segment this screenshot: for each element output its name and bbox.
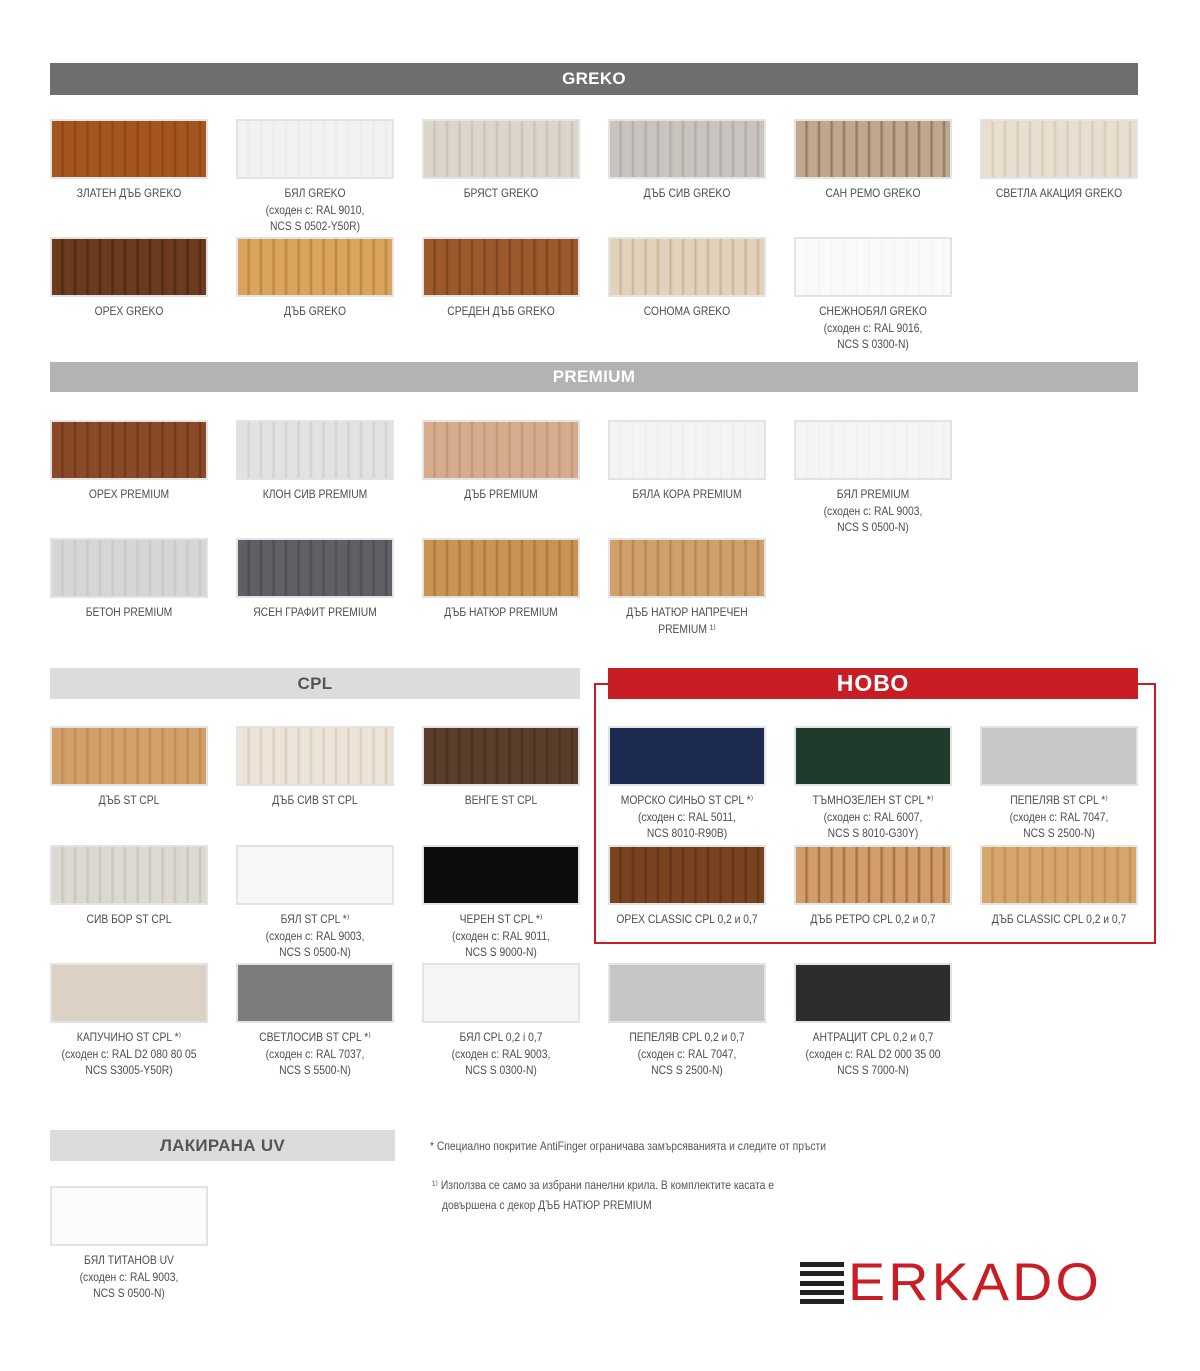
swatch-color	[236, 237, 394, 297]
swatch-item[interactable]	[50, 538, 208, 621]
swatch-label: ОРЕХ GREKO	[94, 304, 164, 318]
swatch-item[interactable]	[608, 726, 766, 842]
swatch-label: ДЪБ НАТЮР НАПРЕЧЕН PREMIUM ¹⁾	[626, 605, 748, 636]
swatch-color	[422, 845, 580, 905]
swatch-label: БЯЛ ТИТАНОВ UV (сходен с: RAL 9003, NCS S 0500-N)	[79, 1253, 179, 1300]
section-header-cpl: CPL	[50, 668, 580, 699]
section-header-greko: GREKO	[50, 63, 1138, 95]
swatch-color	[236, 845, 394, 905]
swatch-item[interactable]	[236, 538, 394, 621]
swatch-label: ДЪБ РЕТРО CPL 0,2 и 0,7	[810, 912, 936, 926]
swatch-color	[794, 119, 952, 179]
swatch-color	[50, 963, 208, 1023]
swatch-color	[422, 538, 580, 598]
swatch-label: ДЪБ GREKO	[283, 304, 347, 318]
swatch-label: ДЪБ СИВ ST CPL	[272, 793, 358, 807]
section-header-lakirana-uv: ЛАКИРАНА UV	[50, 1130, 395, 1161]
swatch-label: САН РЕМО GREKO	[825, 186, 921, 200]
swatch-label: БЯЛ CPL 0,2 i 0,7 (сходен с: RAL 9003, NCS S 0300-N)	[451, 1030, 551, 1077]
swatch-item[interactable]	[980, 119, 1138, 202]
logo-text: ERKADO	[848, 1253, 1102, 1312]
swatch-color	[794, 963, 952, 1023]
swatch-label: ЯСЕН ГРАФИТ PREMIUM	[253, 605, 377, 619]
swatch-color	[794, 237, 952, 297]
swatch-item[interactable]	[794, 726, 952, 842]
swatch-label: ДЪБ СИВ GREKO	[643, 186, 731, 200]
swatch-item[interactable]	[422, 237, 580, 320]
swatch-label: БЕТОН PREMIUM	[85, 605, 173, 619]
swatch-color	[980, 845, 1138, 905]
swatch-item[interactable]	[50, 119, 208, 202]
swatch-item[interactable]	[236, 845, 394, 961]
swatch-color	[608, 119, 766, 179]
swatch-item[interactable]	[50, 726, 208, 809]
swatch-label: ДЪБ CLASSIC CPL 0,2 и 0,7	[991, 912, 1127, 926]
swatch-label: СОНОМА GREKO	[643, 304, 731, 318]
swatch-label: БЯЛА КОРА PREMIUM	[632, 487, 742, 501]
swatch-label: МОРСКО СИНЬО ST CPL *⁾ (сходен с: RAL 5011, NCS 8010-R90B)	[620, 793, 754, 840]
swatch-color	[50, 420, 208, 480]
erkado-logo	[800, 1253, 1140, 1312]
swatch-item[interactable]	[794, 237, 952, 353]
swatch-color	[422, 963, 580, 1023]
swatch-color	[422, 420, 580, 480]
swatch-color	[50, 538, 208, 598]
swatch-color	[50, 845, 208, 905]
swatch-label: БЯЛ GREKO (сходен с: RAL 9010, NCS S 0502-Y50R)	[265, 186, 365, 233]
swatch-color	[422, 119, 580, 179]
swatch-label: СВЕТЛОСИВ ST CPL *⁾ (сходен с: RAL 7037, NCS S 5500-N)	[259, 1030, 371, 1077]
swatch-color	[236, 420, 394, 480]
swatch-label: БЯЛ ST CPL *⁾ (сходен с: RAL 9003, NCS S 0500-N)	[265, 912, 365, 959]
swatch-color	[236, 119, 394, 179]
swatch-item[interactable]	[236, 963, 394, 1079]
swatch-color	[50, 119, 208, 179]
swatch-item[interactable]	[794, 845, 952, 928]
swatch-color	[608, 420, 766, 480]
swatch-item[interactable]	[236, 119, 394, 235]
swatch-item[interactable]	[608, 237, 766, 320]
swatch-item[interactable]	[422, 726, 580, 809]
swatch-item[interactable]	[236, 420, 394, 503]
swatch-item[interactable]	[794, 119, 952, 202]
swatch-label: СИВ БОР ST CPL	[86, 912, 172, 926]
swatch-color	[980, 726, 1138, 786]
swatch-label: ДЪБ НАТЮР PREMIUM	[444, 605, 558, 619]
swatch-color	[608, 538, 766, 598]
swatch-color	[422, 237, 580, 297]
swatch-item[interactable]	[794, 963, 952, 1079]
swatch-label: БЯЛ PREMIUM (сходен с: RAL 9003, NCS S 0500-N)	[823, 487, 923, 534]
swatch-item[interactable]	[608, 538, 766, 637]
section-header-novo: НОВО	[608, 668, 1138, 699]
swatch-color	[794, 845, 952, 905]
swatch-color	[50, 237, 208, 297]
swatch-color	[608, 963, 766, 1023]
swatch-label: КЛОН СИВ PREMIUM	[262, 487, 368, 501]
swatch-label: ПЕПЕЛЯВ ST CPL *⁾ (сходен с: RAL 7047, NCS S 2500-N)	[1009, 793, 1109, 840]
swatch-item[interactable]	[608, 845, 766, 928]
swatch-item[interactable]	[422, 119, 580, 202]
swatch-item[interactable]	[50, 963, 208, 1079]
swatch-color	[608, 237, 766, 297]
swatch-label: ДЪБ ST CPL	[98, 793, 160, 807]
swatch-item[interactable]	[608, 420, 766, 503]
swatch-label: БРЯСТ GREKO	[463, 186, 539, 200]
swatch-item[interactable]	[236, 726, 394, 809]
swatch-color	[980, 119, 1138, 179]
swatch-item[interactable]	[50, 237, 208, 320]
swatch-color	[422, 726, 580, 786]
swatch-item[interactable]	[50, 420, 208, 503]
swatch-label: СВЕТЛА АКАЦИЯ GREKO	[995, 186, 1123, 200]
swatch-item[interactable]	[980, 845, 1138, 928]
swatch-item[interactable]	[422, 963, 580, 1079]
swatch-label: ОРЕХ CLASSIC CPL 0,2 и 0,7	[616, 912, 758, 926]
swatch-label: КАПУЧИНО ST CPL *⁾ (сходен с: RAL D2 080 80 05 NCS S3005-Y50R)	[61, 1030, 197, 1077]
swatch-item[interactable]	[608, 119, 766, 202]
swatch-item[interactable]	[980, 726, 1138, 842]
swatch-color	[50, 726, 208, 786]
swatch-label: ЧЕРЕН ST CPL *⁾ (сходен с: RAL 9011, NCS S 9000-N)	[451, 912, 550, 959]
swatch-label: ДЪБ PREMIUM	[464, 487, 538, 501]
footnote-line-1: ¹⁾ Използва се само за избрани панелни крила. В комплектите касата е	[432, 1178, 774, 1192]
logo-stripes-icon	[800, 1262, 844, 1304]
footnote-line-2: довършена с декор ДЪБ НАТЮР PREMIUM	[442, 1198, 652, 1212]
swatch-item[interactable]	[236, 237, 394, 320]
swatch-color	[608, 845, 766, 905]
swatch-item[interactable]	[422, 845, 580, 961]
swatch-label: ВЕНГЕ ST CPL	[464, 793, 538, 807]
swatch-item[interactable]	[422, 538, 580, 621]
swatch-item[interactable]	[608, 963, 766, 1079]
swatch-color	[236, 538, 394, 598]
swatch-label: СНЕЖНОБЯЛ GREKO (сходен с: RAL 9016, NCS S 0300-N)	[819, 304, 927, 351]
swatch-item[interactable]	[50, 1186, 208, 1302]
swatch-label: ЗЛАТЕН ДЪБ GREKO	[76, 186, 182, 200]
swatch-color	[50, 1186, 208, 1246]
swatch-item[interactable]	[50, 845, 208, 928]
swatch-item[interactable]	[422, 420, 580, 503]
swatch-color	[236, 963, 394, 1023]
swatch-color	[794, 726, 952, 786]
swatch-label: АНТРАЦИТ CPL 0,2 и 0,7 (сходен с: RAL D2 000 35 00 NCS S 7000-N)	[805, 1030, 941, 1077]
section-header-premium: PREMIUM	[50, 362, 1138, 392]
swatch-item[interactable]	[794, 420, 952, 536]
swatch-color	[794, 420, 952, 480]
swatch-label: ПЕПЕЛЯВ CPL 0,2 и 0,7 (сходен с: RAL 7047, NCS S 2500-N)	[629, 1030, 745, 1077]
swatch-color	[608, 726, 766, 786]
antifinger-note: * Специално покритие AntiFinger ограничава замърсяванията и следите от пръсти	[430, 1139, 827, 1153]
swatch-label: СРЕДЕН ДЪБ GREKO	[447, 304, 555, 318]
swatch-color	[236, 726, 394, 786]
swatch-label: ОРЕХ PREMIUM	[88, 487, 170, 501]
swatch-label: ТЪМНОЗЕЛЕН ST CPL *⁾ (сходен с: RAL 6007, NCS S 8010-G30Y)	[812, 793, 934, 840]
